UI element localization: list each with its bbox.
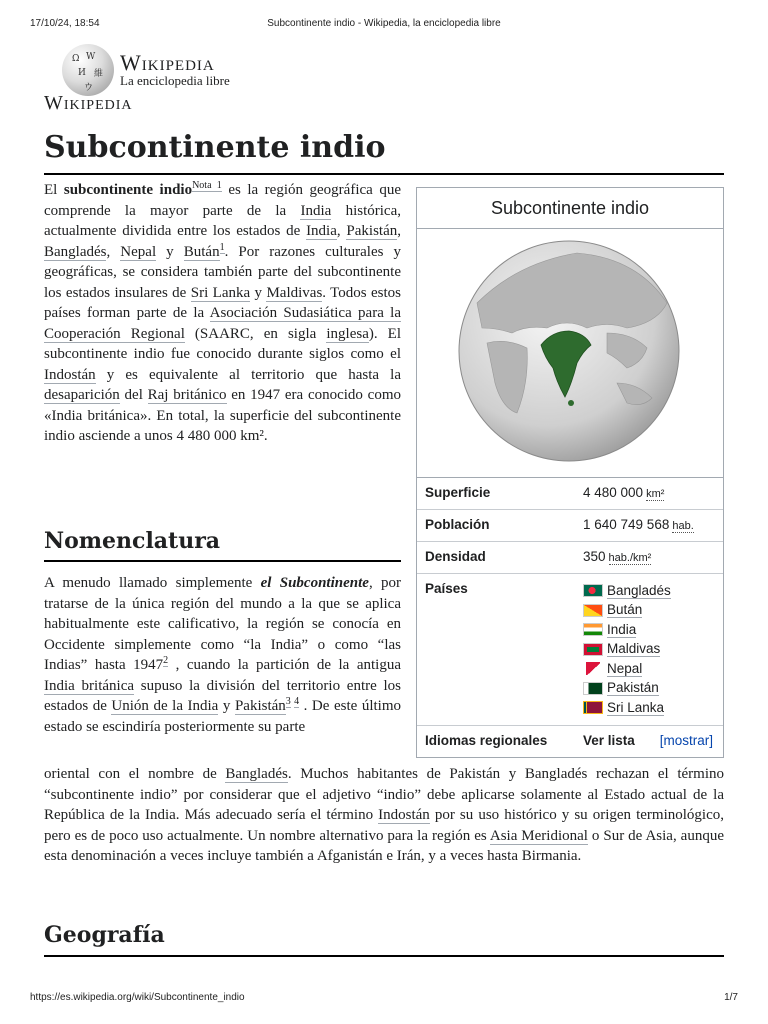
row-paises [417, 574, 723, 726]
value-densidad: 350 [583, 549, 606, 564]
section-divider [44, 560, 401, 562]
link-india-historica[interactable]: India [300, 202, 332, 219]
nomenclatura-paragraph: A menudo llamado simplemente el Subcontinente, por tratarse de la única región del mundo a la que se aplica habitualmente este calificativo, la región se conocía en Occidente simplemente como “la India” o como “las Indias” hasta 1947$^2$ , cuando la partición de la antigua India británica supuso la división del territorio entre los estados de Unión de la India y Pakistán$^{3 4}$ . De este último estado se escindiría posteriormente su parte [44, 575, 402, 735]
ref-1[interactable]: 1 [219, 241, 225, 253]
globe-map-icon [457, 233, 681, 469]
value-idiomas: Ver lista [583, 732, 635, 748]
country-item[interactable] [583, 698, 715, 718]
link-country-india[interactable]: India [607, 621, 637, 637]
nepal-flag-icon [586, 662, 600, 675]
value-superficie: 4 480 000 [583, 485, 644, 500]
nomenclatura-paragraph-continued: oriental con el nombre de Bangladés. Muchos habitantes de Pakistán y Bangladés rechazan el término “subcontinente indio” por considerar que el adjetivo “indio” debe aplicarse solamente al Estado actual de la República de la India. Más adecuado sería el término Indostán por su uso histórico y su origen terminológico, pero es de poco uso actualmente. Un nombre alternativo para la región es Asia Meridional o Sur de Asia, aunque esta denominación a veces incluye también a Afganistán e Irán, y a veces hasta Birmania. [44, 766, 724, 864]
country-item[interactable] [583, 640, 715, 660]
link-india-britanica[interactable]: India británica [44, 677, 135, 694]
link-pakistan-2[interactable]: Pakistán [234, 698, 286, 714]
country-item[interactable] [583, 601, 715, 621]
bangladesh-flag-icon [583, 584, 603, 597]
link-banglades[interactable]: Bangladés [44, 243, 107, 260]
label-superficie: Superficie [425, 485, 491, 500]
link-india[interactable]: India [306, 223, 337, 239]
country-item[interactable] [583, 620, 715, 640]
section-divider [44, 955, 724, 957]
print-datetime: 17/10/24, 18:54 [30, 18, 100, 29]
row-superficie [417, 478, 723, 510]
ref-2[interactable]: 2 [163, 655, 169, 666]
maldives-flag-icon [583, 643, 603, 656]
link-country-pakistan[interactable]: Pakistán [607, 680, 659, 696]
print-doc-title: Subcontinente indio - Wikipedia, la enciclopedia libre [267, 18, 501, 29]
link-desaparicion[interactable]: desaparición [44, 387, 120, 403]
link-country-banglades[interactable]: Bangladés [607, 582, 671, 598]
value-poblacion: 1 640 749 568 [583, 517, 670, 532]
infobox [416, 187, 724, 758]
link-butan[interactable]: Bután [183, 243, 220, 260]
link-country-nepal[interactable]: Nepal [607, 660, 643, 676]
emphasis-term: el Subcontinente [260, 575, 369, 591]
ref-4[interactable]: 4 [294, 696, 300, 707]
link-banglades-2[interactable]: Bangladés [225, 766, 288, 782]
row-poblacion [417, 510, 723, 542]
link-maldivas[interactable]: Maldivas [266, 284, 323, 301]
wikipedia-tagline: La enciclopedia libre [120, 73, 230, 88]
unit-hab[interactable]: hab. [672, 520, 694, 532]
link-indostan-2[interactable]: Indostán [378, 807, 430, 823]
pakistan-flag-icon [583, 682, 603, 695]
sri-lanka-flag-icon [583, 701, 603, 714]
country-item[interactable] [583, 659, 715, 679]
infobox-title: Subcontinente indio [417, 188, 723, 229]
row-idiomas [417, 726, 723, 757]
link-saarc[interactable]: Asociación Sudasiática para la Cooperación Regional [44, 305, 401, 342]
page-title: Subcontinente indio [44, 130, 386, 165]
unit-hab-km2[interactable]: hab./km² [608, 552, 652, 564]
link-asia-meridional[interactable]: Asia Meridional [489, 827, 588, 844]
show-toggle-button[interactable]: [mostrar] [659, 732, 713, 748]
link-pakistan[interactable]: Pakistán [346, 223, 398, 239]
country-item[interactable] [583, 679, 715, 699]
label-paises: Países [425, 581, 468, 596]
link-nepal[interactable]: Nepal [120, 243, 157, 260]
country-item[interactable] [583, 581, 715, 601]
link-union-de-la-india[interactable]: Unión de la India [111, 698, 219, 714]
label-poblacion: Población [425, 517, 490, 532]
link-sri-lanka[interactable]: Sri Lanka [190, 284, 251, 301]
link-country-maldivas[interactable]: Maldivas [607, 641, 661, 657]
link-country-butan[interactable]: Bután [607, 602, 643, 618]
link-raj-britanico[interactable]: Raj británico [147, 387, 227, 403]
intro-bold-term: subcontinente indio [63, 182, 193, 198]
bhutan-flag-icon [583, 604, 603, 617]
intro-paragraph: El subcontinente indio$^{Nota 1}$ es la región geográfica que comprende la mayor parte de la India histórica, actualmente dividida entre los estados de India, Pakistán, Bangladés, Nepal y Bután$^1$. Por razones culturales y geográficas, se considera también parte del subcontinente los estados insulares de Sri Lanka y Maldivas. Todos estos países forman parte de la Asociación Sudasiática para la Cooperación Regional (SAARC, en sigla inglesa). El subcontinente indio fue conocido durante siglos como el Indostán y es equivalente al territorio que hasta la desaparición del Raj británico en 1947 era conocido como «India británica». En total, la superficie del subcontinente indio asciende a unos 4 480 000 km². [44, 180, 402, 444]
wikipedia-wordmark-secondary: Wikipedia [44, 92, 133, 114]
print-url: https://es.wikipedia.org/wiki/Subcontinente_indio [30, 992, 245, 1003]
print-footer [30, 992, 738, 1003]
label-densidad: Densidad [425, 549, 486, 564]
link-inglesa[interactable]: inglesa [326, 325, 369, 342]
ref-3[interactable]: 3 [285, 696, 291, 707]
globe-map-image[interactable] [417, 229, 723, 478]
print-page-number: 1/7 [724, 992, 738, 1003]
section-heading-geografia: Geografía [44, 922, 165, 948]
link-indostan[interactable]: Indostán [44, 366, 96, 383]
section-heading-nomenclatura: Nomenclatura [44, 528, 221, 554]
wikipedia-globe-logo[interactable]: Ω W И 維 ウ [62, 44, 114, 96]
link-country-sri-lanka[interactable]: Sri Lanka [607, 699, 665, 715]
print-header [30, 18, 738, 29]
row-densidad [417, 542, 723, 574]
unit-km2[interactable]: km² [646, 488, 665, 500]
india-flag-icon [583, 623, 603, 636]
label-idiomas: Idiomas regionales [425, 732, 548, 748]
note-ref-1[interactable]: Nota 1 [192, 180, 222, 191]
wikipedia-wordmark[interactable]: Wikipedia [120, 50, 215, 75]
title-divider [44, 173, 724, 175]
